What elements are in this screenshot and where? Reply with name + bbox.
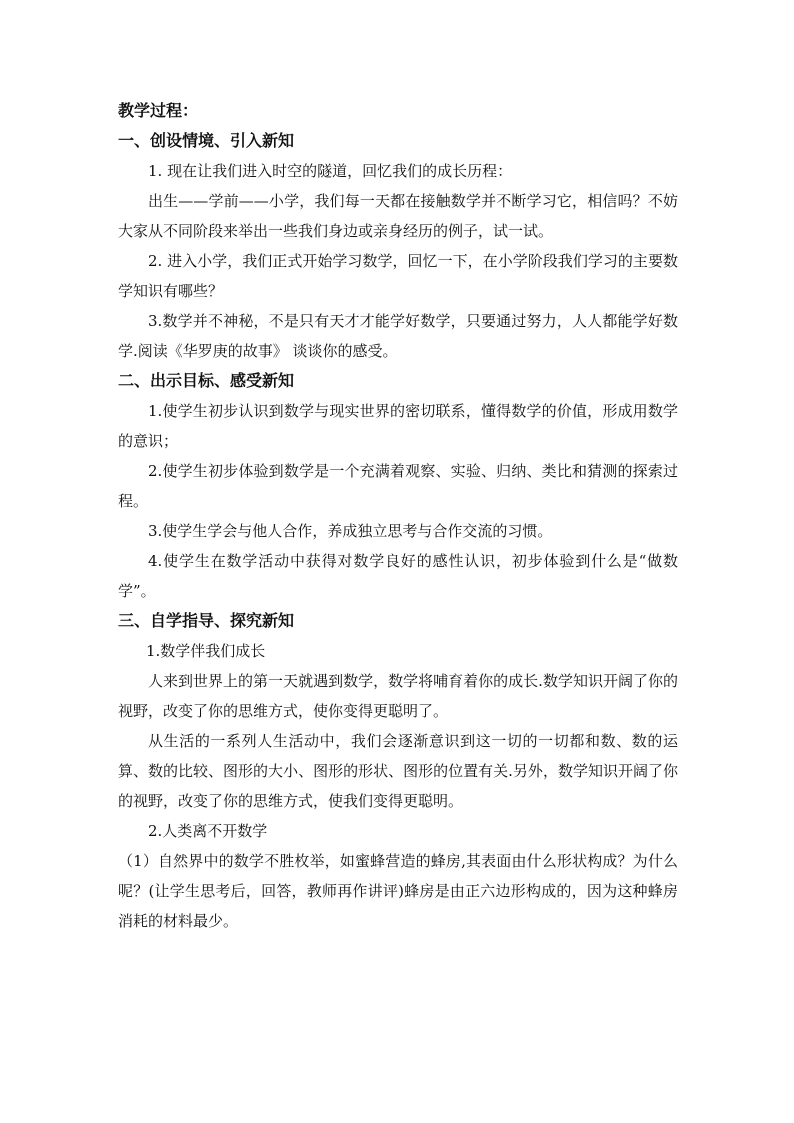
paragraph: （1）自然界中的数学不胜枚举，如蜜蜂营造的蜂房,其表面由什么形状构成？为什么呢？(让学生思考后，回答，教师再作讲评)蜂房是由正六边形构成的，因为这种蜂房消耗的材料最少。 [118, 852, 678, 930]
subheading: 1.数学伴我们成长 [146, 642, 266, 660]
paragraph: 人来到世界上的第一天就遇到数学，数学将哺育着你的成长.数学知识开阔了你的视野，改变了你的思维方式，使你变得更聪明了。 [118, 672, 678, 720]
document-title: 教学过程： [118, 101, 199, 120]
paragraph: 1.使学生初步认识到数学与现实世界的密切联系，懂得数学的价值，形成用数学的意识； [118, 402, 678, 450]
section-heading-2: 二、出示目标、感受新知 [118, 371, 295, 390]
section-heading-3: 三、自学指导、探究新知 [118, 611, 295, 630]
paragraph: 1. 现在让我们进入时空的隧道，回忆我们的成长历程： [148, 162, 513, 180]
subheading: 2.人类离不开数学 [148, 822, 268, 840]
paragraph: 4.使学生在数学活动中获得对数学良好的感性认识，初步体验到什么是“做数学”。 [118, 552, 678, 600]
paragraph: 从生活的一系列人生活动中，我们会逐渐意识到这一切的一切都和数、数的运算、数的比较、图形的大小、图形的形状、图形的位置有关.另外，数学知识开阔了你的视野，改变了你的思维方式，使我们变得更聪明。 [118, 732, 678, 810]
document-page [118, 96, 678, 936]
paragraph: 3.使学生学会与他人合作，养成独立思考与合作交流的习惯。 [148, 522, 553, 540]
paragraph: 3.数学并不神秘，不是只有天才才能学好数学，只要通过努力，人人都能学好数学.阅读《华罗庚的故事》 谈谈你的感受。 [118, 312, 678, 360]
paragraph: 出生——学前——小学，我们每一天都在接触数学并不断学习它，相信吗？不妨大家从不同阶段来举出一些我们身边或亲身经历的例子，试一试。 [118, 192, 678, 240]
section-heading-1: 一、创设情境、引入新知 [118, 131, 295, 150]
paragraph: 2. 进入小学，我们正式开始学习数学，回忆一下，在小学阶段我们学习的主要数学知识有哪些？ [118, 252, 678, 300]
paragraph: 2.使学生初步体验到数学是一个充满着观察、实验、归纳、类比和猜测的探索过程。 [118, 462, 678, 510]
